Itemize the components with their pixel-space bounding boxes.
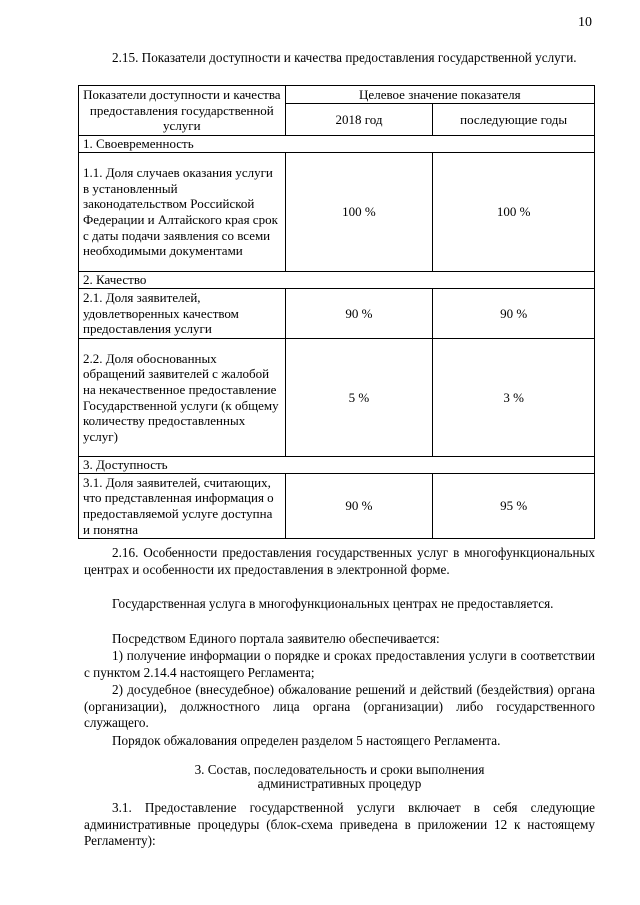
row-indicator-name: 2.2. Доля обоснованных обращений заявителей с жалобой на некачественное предоставление Государственной услуги (к общему количеству предоставленных услуг) bbox=[79, 339, 286, 457]
row-indicator-name: 1.1. Доля случаев оказания услуги в установленный законодательством Российской Федерации и Алтайского края срок с даты подачи заявления со всеми необходимыми документами bbox=[79, 153, 286, 272]
table-row bbox=[79, 474, 595, 539]
header-next-years: последующие годы bbox=[433, 104, 595, 136]
table-row bbox=[79, 289, 595, 339]
row-value-2018: 90 % bbox=[285, 474, 433, 539]
row-value-2018: 90 % bbox=[285, 289, 433, 339]
row-value-2018: 5 % bbox=[285, 339, 433, 457]
group-title-timeliness: 1. Своевременность bbox=[79, 136, 595, 153]
row-value-next: 95 % bbox=[433, 474, 595, 539]
header-indicator: Показатели доступности и качества предоставления государственной услуги bbox=[79, 86, 286, 136]
section-3-heading-line-2: административных процедур bbox=[257, 776, 422, 791]
table-row bbox=[79, 153, 595, 272]
paragraph-2-16: 2.16. Особенности предоставления государственных услуг в многофункциональных центрах и особенности их предоставления в электронной форме. bbox=[84, 545, 595, 577]
paragraph-item-1: 1) получение информации о порядке и сроках предоставления услуги в соответствии с пунктом 2.14.4 настоящего Регламента; bbox=[84, 648, 595, 680]
header-year: 2018 год bbox=[285, 104, 433, 136]
table-row bbox=[79, 339, 595, 457]
paragraph-item-2: 2) досудебное (внесудебное) обжалование решений и действий (бездействия) органа (организации), должностного лица органа (организации) либо государственного служащего. bbox=[84, 682, 595, 730]
paragraph-mfc: Государственная услуга в многофункциональных центрах не предоставляется. bbox=[112, 596, 554, 611]
row-value-2018: 100 % bbox=[285, 153, 433, 272]
row-value-next: 100 % bbox=[433, 153, 595, 272]
row-indicator-name: 3.1. Доля заявителей, считающих, что представленная информация о предоставляемой услуге доступна и понятна bbox=[79, 474, 286, 539]
section-2-15-title: 2.15. Показатели доступности и качества предоставления государственной услуги. bbox=[112, 50, 577, 65]
group-title-quality: 2. Качество bbox=[79, 272, 595, 289]
header-target: Целевое значение показателя bbox=[285, 86, 594, 104]
row-value-next: 3 % bbox=[433, 339, 595, 457]
section-3-heading-line-1: 3. Состав, последовательность и сроки выполнения bbox=[194, 762, 485, 777]
row-value-next: 90 % bbox=[433, 289, 595, 339]
paragraph-3-1: 3.1. Предоставление государственной услуги включает в себя следующие административные процедуры (блок-схема приведена в приложении 12 к настоящему Регламенту): bbox=[84, 800, 595, 848]
page-number: 10 bbox=[578, 15, 592, 30]
paragraph-appeal: Порядок обжалования определен разделом 5 настоящего Регламента. bbox=[112, 733, 501, 748]
row-indicator-name: 2.1. Доля заявителей, удовлетворенных качеством предоставления услуги bbox=[79, 289, 286, 339]
group-title-accessibility: 3. Доступность bbox=[79, 457, 595, 474]
indicators-table bbox=[78, 85, 595, 539]
paragraph-portal: Посредством Единого портала заявителю обеспечивается: bbox=[112, 631, 440, 646]
